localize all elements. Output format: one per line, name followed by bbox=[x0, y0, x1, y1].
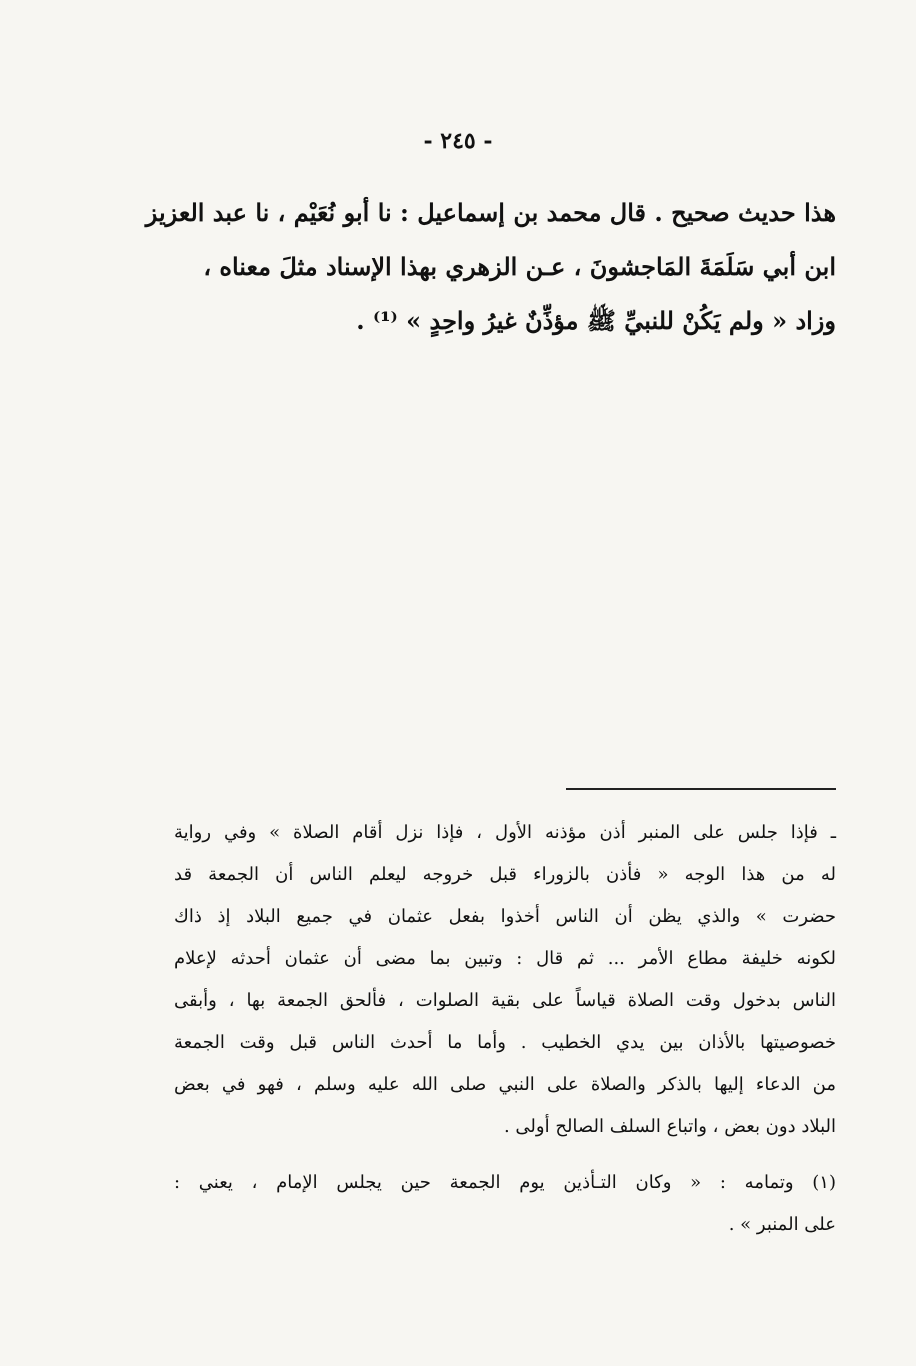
footnote-line: من الدعاء إليها بالذكر والصلاة على النبي صلى الله عليه وسلم ، فهو في بعض bbox=[174, 1074, 836, 1095]
footnote-line: البلاد دون بعض ، واتباع السلف الصالح أولى . bbox=[503, 1116, 836, 1137]
page-number: - ٢٤٥ - bbox=[423, 128, 493, 154]
footnote-line: خصوصيتها بالأذان بين يدي الخطيب . وأما ما أحدث الناس قبل وقت الجمعة bbox=[174, 1032, 836, 1053]
footnote-one bbox=[174, 1162, 836, 1246]
footnote-line: ـ فإذا جلس على المنبر أذن مؤذنه الأول ، فإذا نزل أقام الصلاة » وفي رواية bbox=[174, 822, 836, 843]
main-text-block bbox=[145, 186, 836, 348]
footnotes-block bbox=[174, 812, 836, 1246]
main-text-line: وزاد « ولم يَكُنْ للنبيِّ ﷺ مؤذِّنٌ غيرُ واحِدٍ » ⁽¹⁾ . bbox=[356, 306, 836, 335]
footnote-line: لكونه خليفة مطاع الأمر ... ثم قال : وتبين بما مضى أن عثمان أحدثه لإعلام bbox=[174, 948, 836, 969]
footnote-line: له من هذا الوجه « فأذن بالزوراء قبل خروجه ليعلم الناس أن الجمعة قد bbox=[174, 864, 836, 885]
footnote-line: حضرت » والذي يظن أن الناس أخذوا بفعل عثمان في جميع البلاد إذ ذاك bbox=[174, 906, 836, 927]
footnote-line: (١) وتمامه : « وكان التـأذين يوم الجمعة حين يجلس الإمام ، يعني : bbox=[174, 1172, 836, 1193]
footnote-line: على المنبر » . bbox=[728, 1214, 836, 1235]
footnote-continuation bbox=[174, 812, 836, 1148]
footnote-divider bbox=[566, 788, 836, 790]
main-text-line: ابن أبي سَلَمَةَ المَاجشونَ ، عـن الزهري بهذا الإسناد مثلَ معناه ، bbox=[203, 252, 836, 281]
footnote-line: الناس بدخول وقت الصلاة قياساً على بقية الصلوات ، فألحق الجمعة بها ، وأبقى bbox=[174, 990, 836, 1011]
main-text-line: هذا حديث صحيح . قال محمد بن إسماعيل : نا أبو نُعَيْم ، نا عبد العزيز bbox=[145, 198, 836, 227]
